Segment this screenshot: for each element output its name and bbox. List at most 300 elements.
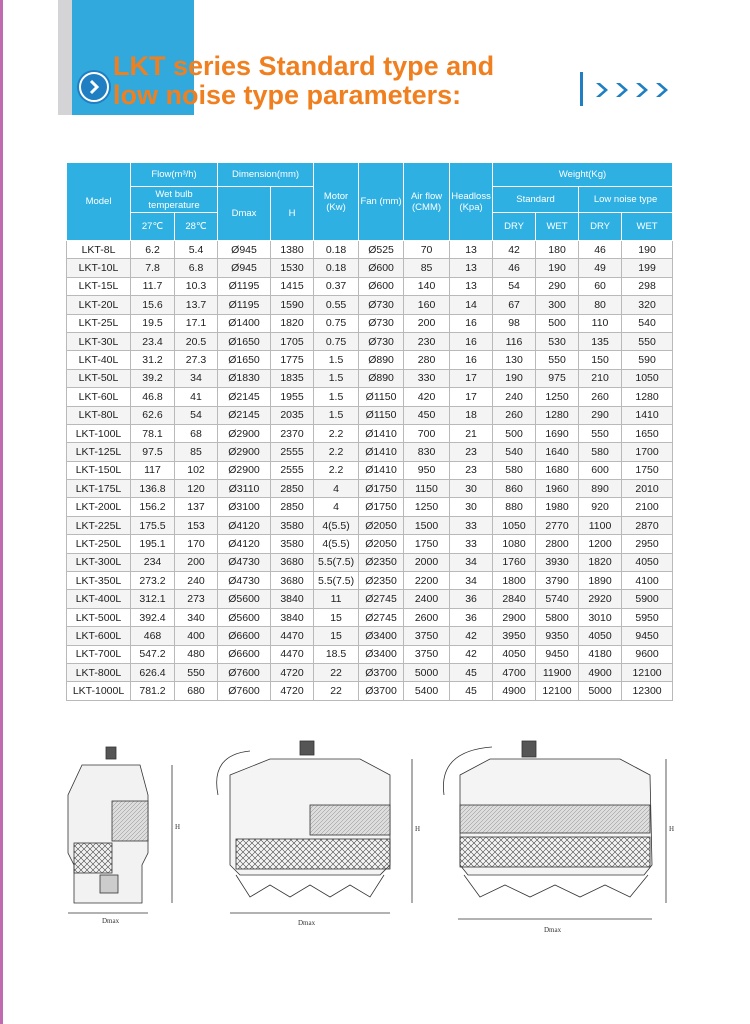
value-cell: 116: [493, 332, 536, 350]
value-cell: 62.6: [131, 406, 175, 424]
value-cell: 23: [450, 461, 493, 479]
value-cell: 54: [175, 406, 218, 424]
value-cell: 36: [450, 590, 493, 608]
value-cell: 23.4: [131, 332, 175, 350]
value-cell: 4050: [493, 645, 536, 663]
value-cell: 11900: [536, 663, 579, 681]
value-cell: Ø1750: [359, 480, 404, 498]
value-cell: 13.7: [175, 296, 218, 314]
value-cell: 2.2: [314, 461, 359, 479]
value-cell: 110: [579, 314, 622, 332]
header-headloss: Headloss (Kpa): [450, 163, 493, 241]
value-cell: Ø945: [218, 241, 271, 259]
value-cell: 1280: [622, 388, 673, 406]
table-row: [67, 498, 673, 516]
value-cell: Ø730: [359, 314, 404, 332]
value-cell: Ø1410: [359, 461, 404, 479]
table-row: [67, 535, 673, 553]
value-cell: 1050: [493, 516, 536, 534]
value-cell: 13: [450, 241, 493, 259]
value-cell: 42: [450, 645, 493, 663]
value-cell: 580: [493, 461, 536, 479]
value-cell: Ø1150: [359, 388, 404, 406]
value-cell: 260: [579, 388, 622, 406]
value-cell: 160: [404, 296, 450, 314]
value-cell: Ø730: [359, 296, 404, 314]
model-cell: LKT-40L: [67, 351, 131, 369]
value-cell: 1775: [271, 351, 314, 369]
model-cell: LKT-700L: [67, 645, 131, 663]
value-cell: 42: [450, 627, 493, 645]
value-cell: 136.8: [131, 480, 175, 498]
large-tower-drawing: [443, 741, 666, 919]
value-cell: 0.37: [314, 277, 359, 295]
value-cell: Ø525: [359, 241, 404, 259]
value-cell: 781.2: [131, 682, 175, 700]
model-cell: LKT-225L: [67, 516, 131, 534]
value-cell: 42: [493, 241, 536, 259]
value-cell: 200: [404, 314, 450, 332]
value-cell: Ø1830: [218, 369, 271, 387]
value-cell: 5.5(7.5): [314, 553, 359, 571]
table-row: [67, 553, 673, 571]
value-cell: 1760: [493, 553, 536, 571]
value-cell: Ø2900: [218, 424, 271, 442]
value-cell: 550: [579, 424, 622, 442]
value-cell: 34: [450, 572, 493, 590]
header-motor: Motor (Kw): [314, 163, 359, 241]
value-cell: 102: [175, 461, 218, 479]
value-cell: 6.2: [131, 241, 175, 259]
value-cell: 975: [536, 369, 579, 387]
value-cell: 273: [175, 590, 218, 608]
value-cell: 17: [450, 369, 493, 387]
model-cell: LKT-30L: [67, 332, 131, 350]
value-cell: 880: [493, 498, 536, 516]
model-cell: LKT-60L: [67, 388, 131, 406]
value-cell: 4470: [271, 627, 314, 645]
value-cell: 120: [175, 480, 218, 498]
value-cell: 45: [450, 663, 493, 681]
value-cell: 626.4: [131, 663, 175, 681]
model-cell: LKT-80L: [67, 406, 131, 424]
value-cell: 1.5: [314, 351, 359, 369]
parameters-table: [66, 162, 673, 701]
value-cell: 19.5: [131, 314, 175, 332]
value-cell: 3750: [404, 627, 450, 645]
value-cell: 0.75: [314, 314, 359, 332]
value-cell: 300: [536, 296, 579, 314]
value-cell: 1705: [271, 332, 314, 350]
header-standard-wet: WET: [536, 213, 579, 241]
value-cell: Ø1195: [218, 296, 271, 314]
table-row: [67, 406, 673, 424]
h-label-3: H: [669, 825, 675, 833]
table-row: [67, 627, 673, 645]
value-cell: 2555: [271, 461, 314, 479]
value-cell: 2.2: [314, 443, 359, 461]
value-cell: 22: [314, 663, 359, 681]
model-cell: LKT-500L: [67, 608, 131, 626]
value-cell: 3580: [271, 516, 314, 534]
table-row: [67, 682, 673, 700]
value-cell: Ø1650: [218, 351, 271, 369]
table-row: [67, 480, 673, 498]
value-cell: 590: [622, 351, 673, 369]
value-cell: 130: [493, 351, 536, 369]
table-row: [67, 461, 673, 479]
table-row: [67, 572, 673, 590]
table-row: [67, 516, 673, 534]
value-cell: 500: [493, 424, 536, 442]
value-cell: 5900: [622, 590, 673, 608]
value-cell: 1680: [536, 461, 579, 479]
value-cell: 392.4: [131, 608, 175, 626]
value-cell: 1835: [271, 369, 314, 387]
value-cell: 4100: [622, 572, 673, 590]
value-cell: 600: [579, 461, 622, 479]
value-cell: Ø3400: [359, 627, 404, 645]
dmax-label-2: Dmax: [298, 919, 316, 927]
table-row: [67, 608, 673, 626]
header-dimension: Dimension(mm): [218, 163, 314, 187]
value-cell: 13: [450, 277, 493, 295]
value-cell: 5.4: [175, 241, 218, 259]
value-cell: Ø2745: [359, 608, 404, 626]
value-cell: 2850: [271, 498, 314, 516]
header-weight: Weight(Kg): [493, 163, 673, 187]
title-line-1: LKT series Standard type and: [113, 51, 495, 81]
value-cell: 20.5: [175, 332, 218, 350]
value-cell: Ø3700: [359, 682, 404, 700]
table-row: [67, 351, 673, 369]
value-cell: Ø1410: [359, 443, 404, 461]
value-cell: 230: [404, 332, 450, 350]
arrow-divider: [580, 72, 583, 106]
value-cell: 3680: [271, 572, 314, 590]
value-cell: 312.1: [131, 590, 175, 608]
value-cell: 33: [450, 516, 493, 534]
value-cell: 1690: [536, 424, 579, 442]
value-cell: 31.2: [131, 351, 175, 369]
value-cell: Ø3110: [218, 480, 271, 498]
value-cell: 30: [450, 480, 493, 498]
chevron-right-icon: [634, 81, 652, 99]
value-cell: 5950: [622, 608, 673, 626]
value-cell: 1.5: [314, 369, 359, 387]
value-cell: 1.5: [314, 388, 359, 406]
model-cell: LKT-400L: [67, 590, 131, 608]
value-cell: 45: [450, 682, 493, 700]
value-cell: 4050: [579, 627, 622, 645]
value-cell: 153: [175, 516, 218, 534]
value-cell: 1280: [536, 406, 579, 424]
value-cell: 680: [175, 682, 218, 700]
value-cell: 12100: [536, 682, 579, 700]
value-cell: 2870: [622, 516, 673, 534]
model-cell: LKT-600L: [67, 627, 131, 645]
value-cell: 860: [493, 480, 536, 498]
value-cell: 1080: [493, 535, 536, 553]
value-cell: 46: [579, 241, 622, 259]
value-cell: 2035: [271, 406, 314, 424]
value-cell: 547.2: [131, 645, 175, 663]
value-cell: 54: [493, 277, 536, 295]
value-cell: 14: [450, 296, 493, 314]
value-cell: 500: [536, 314, 579, 332]
value-cell: 4(5.5): [314, 535, 359, 553]
value-cell: 1750: [404, 535, 450, 553]
value-cell: 17: [450, 388, 493, 406]
value-cell: 140: [404, 277, 450, 295]
value-cell: 1380: [271, 241, 314, 259]
value-cell: 0.18: [314, 259, 359, 277]
table-row: [67, 314, 673, 332]
value-cell: Ø2050: [359, 535, 404, 553]
value-cell: 2600: [404, 608, 450, 626]
table-body: [67, 241, 673, 701]
model-cell: LKT-125L: [67, 443, 131, 461]
value-cell: 4900: [579, 663, 622, 681]
value-cell: Ø890: [359, 351, 404, 369]
value-cell: Ø2145: [218, 406, 271, 424]
value-cell: 468: [131, 627, 175, 645]
value-cell: 550: [175, 663, 218, 681]
value-cell: 2770: [536, 516, 579, 534]
value-cell: 34: [175, 369, 218, 387]
value-cell: 2200: [404, 572, 450, 590]
value-cell: 11.7: [131, 277, 175, 295]
value-cell: 17.1: [175, 314, 218, 332]
value-cell: 41: [175, 388, 218, 406]
value-cell: 1750: [622, 461, 673, 479]
model-cell: LKT-20L: [67, 296, 131, 314]
value-cell: 97.5: [131, 443, 175, 461]
value-cell: Ø1195: [218, 277, 271, 295]
value-cell: 2950: [622, 535, 673, 553]
value-cell: Ø890: [359, 369, 404, 387]
value-cell: 1955: [271, 388, 314, 406]
value-cell: 9350: [536, 627, 579, 645]
value-cell: 150: [579, 351, 622, 369]
value-cell: 6.8: [175, 259, 218, 277]
header-standard-dry: DRY: [493, 213, 536, 241]
title-line-2: low noise type parameters:: [113, 80, 462, 110]
table-row: [67, 296, 673, 314]
value-cell: 210: [579, 369, 622, 387]
tower-drawings: [60, 735, 680, 935]
table-row: [67, 259, 673, 277]
header-lownoise-dry: DRY: [579, 213, 622, 241]
value-cell: 0.75: [314, 332, 359, 350]
value-cell: 420: [404, 388, 450, 406]
value-cell: Ø4120: [218, 535, 271, 553]
table-row: [67, 443, 673, 461]
value-cell: Ø3700: [359, 663, 404, 681]
table-row: [67, 241, 673, 259]
model-cell: LKT-150L: [67, 461, 131, 479]
value-cell: Ø2350: [359, 572, 404, 590]
medium-tower-drawing: [217, 741, 412, 913]
value-cell: 85: [175, 443, 218, 461]
value-cell: 290: [579, 406, 622, 424]
value-cell: 1250: [404, 498, 450, 516]
header-h: H: [271, 187, 314, 241]
dmax-label-3: Dmax: [544, 926, 562, 934]
value-cell: Ø3400: [359, 645, 404, 663]
value-cell: 15: [314, 627, 359, 645]
value-cell: 920: [579, 498, 622, 516]
value-cell: 2850: [271, 480, 314, 498]
value-cell: 2000: [404, 553, 450, 571]
value-cell: 2900: [493, 608, 536, 626]
value-cell: 36: [450, 608, 493, 626]
dmax-label-1: Dmax: [102, 917, 120, 925]
value-cell: Ø4730: [218, 572, 271, 590]
value-cell: 4180: [579, 645, 622, 663]
value-cell: 0.18: [314, 241, 359, 259]
header-lownoise-wet: WET: [622, 213, 673, 241]
value-cell: 170: [175, 535, 218, 553]
model-cell: LKT-350L: [67, 572, 131, 590]
value-cell: Ø1750: [359, 498, 404, 516]
value-cell: 3580: [271, 535, 314, 553]
table-row: [67, 388, 673, 406]
value-cell: 68: [175, 424, 218, 442]
value-cell: 7.8: [131, 259, 175, 277]
value-cell: 39.2: [131, 369, 175, 387]
value-cell: 1980: [536, 498, 579, 516]
value-cell: 4(5.5): [314, 516, 359, 534]
value-cell: 5000: [404, 663, 450, 681]
value-cell: 9450: [536, 645, 579, 663]
value-cell: 234: [131, 553, 175, 571]
table-row: [67, 663, 673, 681]
header-standard: Standard: [493, 187, 579, 213]
header-flow: Flow(m³/h): [131, 163, 218, 187]
value-cell: 199: [622, 259, 673, 277]
value-cell: 580: [579, 443, 622, 461]
value-cell: 1820: [579, 553, 622, 571]
value-cell: 23: [450, 443, 493, 461]
value-cell: 0.55: [314, 296, 359, 314]
value-cell: 1100: [579, 516, 622, 534]
value-cell: 70: [404, 241, 450, 259]
value-cell: Ø2900: [218, 443, 271, 461]
value-cell: 950: [404, 461, 450, 479]
header-28c: 28℃: [175, 213, 218, 241]
value-cell: Ø4730: [218, 553, 271, 571]
value-cell: 3010: [579, 608, 622, 626]
value-cell: Ø945: [218, 259, 271, 277]
value-cell: 320: [622, 296, 673, 314]
value-cell: 1410: [622, 406, 673, 424]
table-row: [67, 645, 673, 663]
value-cell: Ø2050: [359, 516, 404, 534]
value-cell: 30: [450, 498, 493, 516]
model-cell: LKT-200L: [67, 498, 131, 516]
value-cell: 1415: [271, 277, 314, 295]
value-cell: 18: [450, 406, 493, 424]
value-cell: 530: [536, 332, 579, 350]
value-cell: 1530: [271, 259, 314, 277]
value-cell: Ø1650: [218, 332, 271, 350]
value-cell: 540: [622, 314, 673, 332]
value-cell: 2370: [271, 424, 314, 442]
value-cell: Ø4120: [218, 516, 271, 534]
value-cell: 1250: [536, 388, 579, 406]
value-cell: 16: [450, 332, 493, 350]
value-cell: 22: [314, 682, 359, 700]
table-row: [67, 424, 673, 442]
value-cell: 5740: [536, 590, 579, 608]
value-cell: 12300: [622, 682, 673, 700]
value-cell: 290: [536, 277, 579, 295]
value-cell: 2400: [404, 590, 450, 608]
value-cell: 700: [404, 424, 450, 442]
value-cell: Ø5600: [218, 608, 271, 626]
value-cell: 3750: [404, 645, 450, 663]
value-cell: Ø6600: [218, 627, 271, 645]
value-cell: Ø5600: [218, 590, 271, 608]
value-cell: 480: [175, 645, 218, 663]
value-cell: 15: [314, 608, 359, 626]
circle-arrow-icon: [79, 72, 109, 102]
value-cell: 190: [493, 369, 536, 387]
value-cell: 175.5: [131, 516, 175, 534]
chevron-right-icon: [594, 81, 612, 99]
model-cell: LKT-800L: [67, 663, 131, 681]
value-cell: Ø2745: [359, 590, 404, 608]
value-cell: 260: [493, 406, 536, 424]
value-cell: Ø2350: [359, 553, 404, 571]
value-cell: Ø3100: [218, 498, 271, 516]
value-cell: 3840: [271, 608, 314, 626]
value-cell: Ø7600: [218, 682, 271, 700]
value-cell: 4700: [493, 663, 536, 681]
header-low-noise: Low noise type: [579, 187, 673, 213]
model-cell: LKT-15L: [67, 277, 131, 295]
value-cell: 2920: [579, 590, 622, 608]
header-dmax: Dmax: [218, 187, 271, 241]
value-cell: 2.2: [314, 424, 359, 442]
value-cell: 3790: [536, 572, 579, 590]
value-cell: 3680: [271, 553, 314, 571]
value-cell: 3950: [493, 627, 536, 645]
value-cell: 1150: [404, 480, 450, 498]
chevron-right-icon: [614, 81, 632, 99]
value-cell: Ø7600: [218, 663, 271, 681]
value-cell: 2010: [622, 480, 673, 498]
value-cell: 550: [536, 351, 579, 369]
value-cell: 5.5(7.5): [314, 572, 359, 590]
value-cell: 18.5: [314, 645, 359, 663]
value-cell: 280: [404, 351, 450, 369]
value-cell: 273.2: [131, 572, 175, 590]
value-cell: 137: [175, 498, 218, 516]
value-cell: 4900: [493, 682, 536, 700]
value-cell: 180: [536, 241, 579, 259]
value-cell: 5000: [579, 682, 622, 700]
value-cell: Ø2900: [218, 461, 271, 479]
value-cell: 156.2: [131, 498, 175, 516]
value-cell: Ø2145: [218, 388, 271, 406]
table-row: [67, 332, 673, 350]
value-cell: 2555: [271, 443, 314, 461]
value-cell: 117: [131, 461, 175, 479]
value-cell: 1820: [271, 314, 314, 332]
value-cell: 1640: [536, 443, 579, 461]
